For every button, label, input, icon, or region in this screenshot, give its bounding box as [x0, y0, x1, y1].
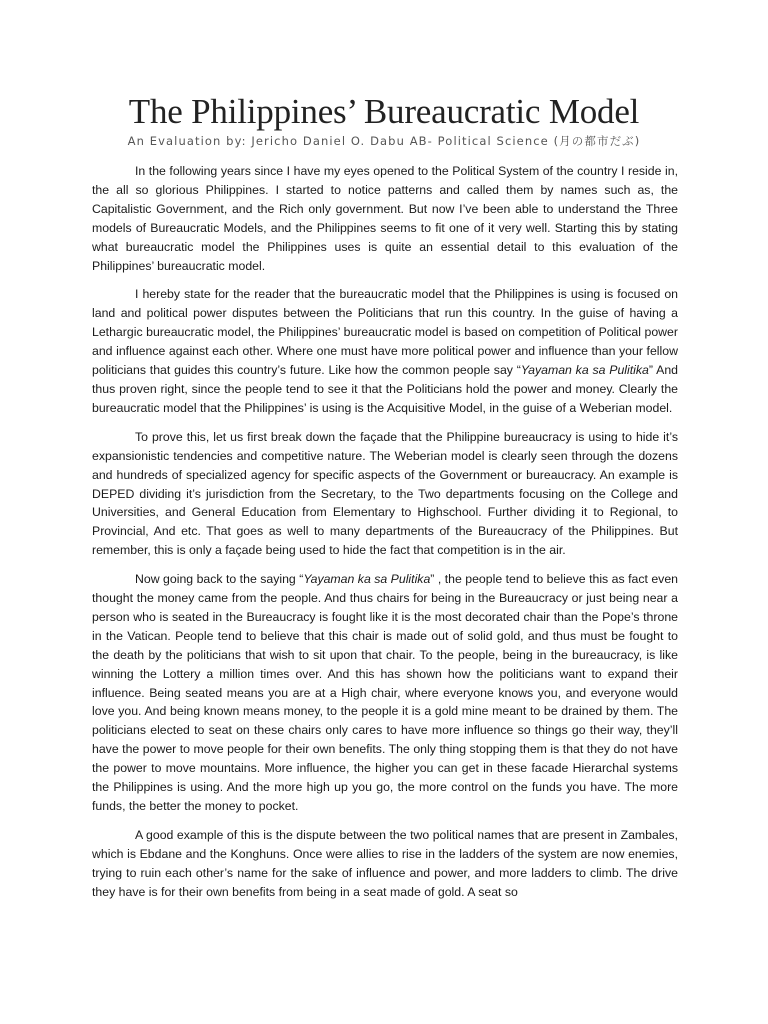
paragraph-2-quote: Yayaman ka sa Pulitika	[520, 363, 649, 378]
document-title: The Philippines’ Bureaucratic Model	[128, 92, 640, 131]
paragraph-2-text-b: ” And thus proven right, since the people tend to see it that the Politicians hold the power and money. Clearly the bureaucratic model that the Philippines’ is using is the Acquisitive Model, in the guise of a Weberian model.	[92, 363, 679, 415]
paragraph-2-text-a: I hereby state for the reader that the bureaucratic model that the Philippines is using is focused on land and political power disputes between the Politicians that run this country. In the guise of having a Lethargic bureaucratic model, the Philippines’ bureaucratic model is based on competition of Political power and influence against each other. Where one must have more political power and influence than your fellow politicians that guides this country’s future. Like how the common people say “	[92, 287, 678, 378]
paragraph-3: To prove this, let us first break down the façade that the Philippine bureaucracy is using to hide it’s expansionistic tendencies and competitive nature. The Weberian model is clearly seen through the dozens and hundreds of specialized agency for specific aspects of the Government or bureaucracy. An example is DEPED dividing it’s jurisdiction from the Secretary, to the Two departments focusing on the College and Universities, and General Education from Elementary to Highschool. Further dividing it to Regional, to Provincial, And etc. That goes as well to many departments of the Bureaucracy of the Philippines. But remember, this is only a façade being used to hide the fact that competition is in the air.	[92, 429, 678, 558]
paragraph-4-text-b: ” , the people tend to believe this as fact even thought the money came from the people. And thus chairs for being in the Bureaucracy or just being near a person who is seated in the Bureaucracy is fought like it is the most decorated chair than the Pope’s throne in the Vatican. People tend to believe that this chair is made out of solid gold, and thus must be fought to the death by the politicians that wish to sit upon that chair. To the people, being in the bureaucracy, is like winning the Lottery a million times over. And this has shown how the politicians want to expand their influence. Being seated means you are at a High chair, where everyone knows you, and everyone would love you. And being known means money, to the people it is a gold mine meant to be drained by them. The politicians elected to seat on these chairs only cares to have more influence so things go their way, they’ll have the power to move people for their own benefits. The only thing stopping them is that they do not have the power to move mountains. More influence, the higher you can get in these facade Hierarchal systems the Philippines is using. And the more high up you go, the more control on the funds you have. The more funds, the better the money to pocket.	[92, 572, 679, 813]
paragraph-1: In the following years since I have my eyes opened to the Political System of the country I reside in, the all so glorious Philippines. I started to notice patterns and called them by names such as, the Capitalistic Government, and the Rich only government. But now I’ve been able to understand the Three models of Bureaucratic Models, and the Philippines seems to fit one of it very well. Starting this by stating what bureaucratic model the Philippines uses is quite an essential detail to this evaluation of the Philippines’ bureaucratic model.	[92, 164, 678, 273]
paragraph-4-quote: Yayaman ka sa Pulitika	[303, 572, 431, 587]
paragraph-4-text-a: Now going back to the saying “	[135, 572, 304, 587]
document-body	[92, 162, 678, 912]
author-line: An Evaluation by: Jericho Daniel O. Dabu AB- Political Science (月の都市だぶ)	[127, 134, 641, 148]
paragraph-5: A good example of this is the dispute between the two political names that are present in Zambales, which is Ebdane and the Konghuns. Once were allies to rise in the ladders of the system are now enemies, trying to ruin each other’s name for the sake of influence and power, and more ladders to climb. The drive they have is for their own benefits from being in a seat made of gold. A seat so	[92, 827, 678, 899]
paragraph-2	[92, 285, 678, 417]
paragraph-4	[92, 570, 678, 816]
